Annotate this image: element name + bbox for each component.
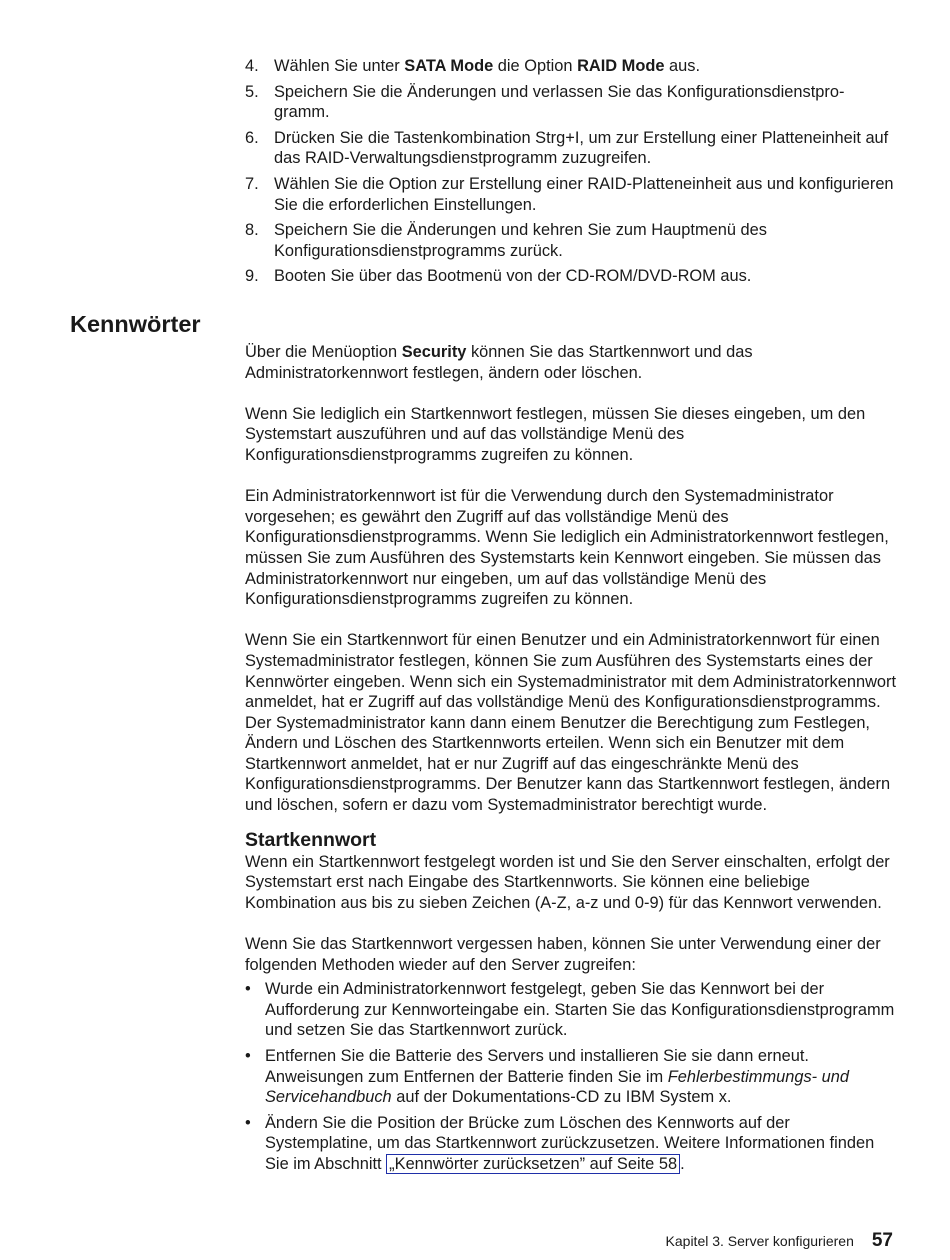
recovery-methods-list xyxy=(245,979,897,1174)
section-title: Kennwörter xyxy=(70,311,201,337)
list-item: • Ändern Sie die Position der Brücke zum Löschen des Kennworts auf der Systemplatine, um das Startkennwort zurückzusetzen. Weitere Informationen finden Sie im Abschnitt „Kennwörter zurücksetzen” auf Seite 58 . xyxy=(245,1113,875,1173)
intro-paragraph: Über die Menüoption Security können Sie das Startkennwort und das Administratorkennwort festlegen, ändern oder löschen. xyxy=(245,343,753,382)
step-number: 7. xyxy=(245,174,259,193)
page-number: 57 xyxy=(871,1230,893,1251)
step-8: 8. Speichern Sie die Änderungen und kehren Sie zum Hauptmenü des Konfigurationsdienstprogramms zurück. xyxy=(245,221,767,260)
bullet-icon: • xyxy=(245,980,251,999)
step-number: 9. xyxy=(245,267,259,286)
step-7: 7. Wählen Sie die Option zur Erstellung einer RAID-Platteneinheit aus und konfigurieren Sie die erforderlichen Einstellungen. xyxy=(245,174,894,214)
step-6: 6. Drücken Sie die Tastenkombination Strg+I, um zur Erstellung einer Platteneinheit auf das RAID-Verwaltungsdienstprogramm zuzugreifen. xyxy=(245,128,889,168)
manual-title: Fehlerbestimmungs- und Servicehandbuch xyxy=(265,1067,850,1107)
subsection-paragraph-1: Wenn ein Startkennwort festgelegt worden ist und Sie den Server einschalten, erfolgt der Systemstart erst nach Eingabe des Startkennworts. Sie können eine beliebige Kombination aus bis zu sieben Zeichen (A-Z, a-z und 0-9) für das Kennwort verwenden. xyxy=(245,852,890,912)
step-number: 4. xyxy=(245,57,259,75)
numbered-steps xyxy=(245,56,897,292)
raid-mode-term: RAID Mode xyxy=(577,57,665,75)
paragraph-3: Ein Administratorkennwort ist für die Verwendung durch den Systemadministrator vorgesehen; es gewährt den Zugriff auf das vollständige Menü des Konfigurationsdienstprogramms. Wenn Sie lediglich ein Administratorkennwort festlegen, müssen Sie zum Ausführen des Systemstarts kein Kennwort eingeben. Sie müssen das Administratorkennwort nur eingeben, um auf das vollständige Menü des Konfigurationsdienstprogramms zugreifen zu können. xyxy=(245,487,889,609)
section-body xyxy=(245,342,897,1180)
subsection-paragraph-2: Wenn Sie das Startkennwort vergessen haben, können Sie unter Verwendung einer der folgenden Methoden wieder auf den Server zugreifen: xyxy=(245,935,881,974)
step-number: 6. xyxy=(245,128,259,147)
bullet-icon: • xyxy=(245,1047,251,1065)
step-9: 9. Booten Sie über das Bootmenü von der CD-ROM/DVD-ROM aus. xyxy=(245,267,752,286)
paragraph-4: Wenn Sie ein Startkennwort für einen Benutzer und ein Administratorkennwort für einen Systemadministrator festlegen, können Sie zum Ausführen des Systemstarts eines der Kennwörter eingeben. Wenn sich ein Systemadministrator mit dem Administratorkennwort anmeldet, hat er Zugriff auf das vollständige Menü des Konfigurationsdienstprogramms. Der Systemadministrator kann dann einem Benutzer die Berechtigung zum Festlegen, Ändern und Löschen des Startkennworts erteilen. Wenn sich ein Benutzer mit dem Startkennwort anmeldet, hat er nur Zugriff auf das eingeschränkte Menü des Konfigurationsdienstprogramms. Der Benutzer kann das Startkennwort festlegen, ändern und löschen, sofern er dazu vom Systemadministrator berechtigt wurde. xyxy=(245,631,897,815)
step-4: 4. Wählen Sie unter SATA Mode die Option RAID Mode aus. xyxy=(245,57,701,75)
cross-reference-link[interactable]: „Kennwörter zurücksetzen” auf Seite 58 xyxy=(386,1154,680,1174)
bullet-icon: • xyxy=(245,1113,251,1132)
subsection-title: Startkennwort xyxy=(245,828,377,851)
list-item: • Wurde ein Administratorkennwort festgelegt, geben Sie das Kennwort bei der Aufforderung zur Kennworteingabe ein. Starten Sie das Konfigurationsdienstprogramm und setzen Sie das Startkennwort zurück. xyxy=(245,980,895,1040)
paragraph-2: Wenn Sie lediglich ein Startkennwort festlegen, müssen Sie dieses eingeben, um den Systemstart auszuführen und auf das vollständige Menü des Konfigurationsdienstprogramms zugreifen zu können. xyxy=(245,404,866,464)
step-number: 5. xyxy=(245,82,259,101)
step-5: 5. Speichern Sie die Änderungen und verlassen Sie das Konfigurationsdienstpro-gramm. xyxy=(245,82,845,122)
page-footer xyxy=(666,1229,893,1253)
sata-mode-term: SATA Mode xyxy=(404,57,494,75)
chapter-label: Kapitel 3. Server konfigurieren xyxy=(665,1233,854,1249)
security-term: Security xyxy=(401,343,467,361)
list-item: • Entfernen Sie die Batterie des Servers und installieren Sie sie dann erneut. Anweisungen zum Entfernen der Batterie finden Sie im Fehlerbestimmungs- und Servicehandbuch auf der Dokumentations-CD zu IBM System x. xyxy=(245,1047,850,1107)
step-number: 8. xyxy=(245,221,259,240)
